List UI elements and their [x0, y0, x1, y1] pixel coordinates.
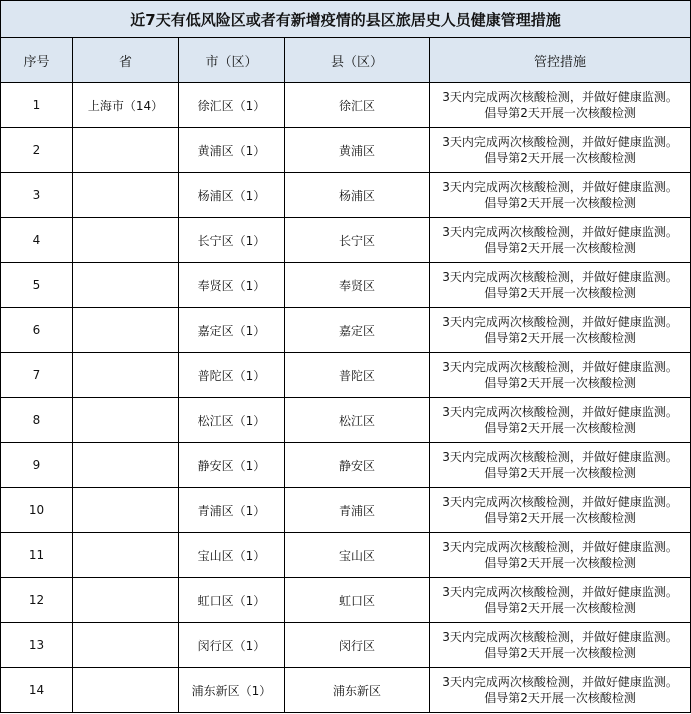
row-city: 徐汇区（1）	[179, 83, 285, 128]
row-measure	[430, 488, 691, 533]
row-province	[73, 353, 179, 398]
row-no: 11	[1, 533, 73, 578]
header-row	[1, 38, 691, 83]
row-no: 12	[1, 578, 73, 623]
row-city: 嘉定区（1）	[179, 308, 285, 353]
row-measure	[430, 443, 691, 488]
measure-line-2: 倡导第2天开展一次核酸检测	[484, 511, 636, 525]
row-measure	[430, 533, 691, 578]
row-province	[73, 173, 179, 218]
measure-line-1: 3天内完成两次核酸检测，并做好健康监测。	[442, 540, 678, 554]
title-row	[1, 1, 691, 38]
measure-line-1: 3天内完成两次核酸检测，并做好健康监测。	[442, 495, 678, 509]
row-city: 青浦区（1）	[179, 488, 285, 533]
header-no: 序号	[1, 38, 73, 83]
measure-line-2: 倡导第2天开展一次核酸检测	[484, 286, 636, 300]
measure-line-1: 3天内完成两次核酸检测，并做好健康监测。	[442, 675, 678, 689]
table-row	[1, 398, 691, 443]
measure-line-1: 3天内完成两次核酸检测，并做好健康监测。	[442, 360, 678, 374]
row-city: 杨浦区（1）	[179, 173, 285, 218]
table-row	[1, 668, 691, 713]
header-city: 市（区）	[179, 38, 285, 83]
measure-line-2: 倡导第2天开展一次核酸检测	[484, 691, 636, 705]
measure-line-1: 3天内完成两次核酸检测，并做好健康监测。	[442, 90, 678, 104]
row-city: 宝山区（1）	[179, 533, 285, 578]
row-city: 黄浦区（1）	[179, 128, 285, 173]
measure-line-2: 倡导第2天开展一次核酸检测	[484, 151, 636, 165]
row-county: 奉贤区	[285, 263, 430, 308]
row-measure	[430, 668, 691, 713]
row-measure	[430, 398, 691, 443]
table-row	[1, 308, 691, 353]
row-province	[73, 443, 179, 488]
header-measures: 管控措施	[430, 38, 691, 83]
row-measure	[430, 308, 691, 353]
row-city: 长宁区（1）	[179, 218, 285, 263]
row-no: 13	[1, 623, 73, 668]
row-measure	[430, 578, 691, 623]
row-city: 松江区（1）	[179, 398, 285, 443]
table-row	[1, 533, 691, 578]
row-no: 6	[1, 308, 73, 353]
row-city: 虹口区（1）	[179, 578, 285, 623]
row-county: 长宁区	[285, 218, 430, 263]
table-row	[1, 488, 691, 533]
measure-line-2: 倡导第2天开展一次核酸检测	[484, 556, 636, 570]
measure-line-1: 3天内完成两次核酸检测，并做好健康监测。	[442, 225, 678, 239]
measure-line-2: 倡导第2天开展一次核酸检测	[484, 376, 636, 390]
row-city: 浦东新区（1）	[179, 668, 285, 713]
row-province	[73, 218, 179, 263]
measure-line-1: 3天内完成两次核酸检测，并做好健康监测。	[442, 315, 678, 329]
row-county: 嘉定区	[285, 308, 430, 353]
row-no: 7	[1, 353, 73, 398]
row-no: 8	[1, 398, 73, 443]
row-city: 静安区（1）	[179, 443, 285, 488]
row-measure	[430, 263, 691, 308]
row-province	[73, 488, 179, 533]
measure-line-1: 3天内完成两次核酸检测，并做好健康监测。	[442, 405, 678, 419]
measure-line-2: 倡导第2天开展一次核酸检测	[484, 241, 636, 255]
row-county: 虹口区	[285, 578, 430, 623]
table-row	[1, 578, 691, 623]
row-no: 9	[1, 443, 73, 488]
table-row	[1, 218, 691, 263]
table-row	[1, 173, 691, 218]
row-no: 1	[1, 83, 73, 128]
row-no: 4	[1, 218, 73, 263]
table-title: 近7天有低风险区或者有新增疫情的县区旅居史人员健康管理措施	[1, 1, 691, 38]
row-province	[73, 263, 179, 308]
row-measure	[430, 128, 691, 173]
row-county: 浦东新区	[285, 668, 430, 713]
row-no: 10	[1, 488, 73, 533]
measure-line-1: 3天内完成两次核酸检测，并做好健康监测。	[442, 585, 678, 599]
measure-line-2: 倡导第2天开展一次核酸检测	[484, 421, 636, 435]
row-no: 14	[1, 668, 73, 713]
measure-line-1: 3天内完成两次核酸检测，并做好健康监测。	[442, 630, 678, 644]
row-county: 徐汇区	[285, 83, 430, 128]
row-province	[73, 128, 179, 173]
row-measure	[430, 173, 691, 218]
row-province	[73, 623, 179, 668]
table-row	[1, 623, 691, 668]
row-province	[73, 398, 179, 443]
measure-line-2: 倡导第2天开展一次核酸检测	[484, 196, 636, 210]
row-measure	[430, 353, 691, 398]
row-measure	[430, 83, 691, 128]
row-no: 5	[1, 263, 73, 308]
row-county: 闵行区	[285, 623, 430, 668]
row-measure	[430, 623, 691, 668]
row-province	[73, 308, 179, 353]
row-county: 普陀区	[285, 353, 430, 398]
measure-line-1: 3天内完成两次核酸检测，并做好健康监测。	[442, 180, 678, 194]
row-province: 上海市（14）	[73, 83, 179, 128]
table-row	[1, 443, 691, 488]
row-county: 松江区	[285, 398, 430, 443]
row-no: 2	[1, 128, 73, 173]
measure-line-2: 倡导第2天开展一次核酸检测	[484, 106, 636, 120]
header-province: 省	[73, 38, 179, 83]
measure-line-2: 倡导第2天开展一次核酸检测	[484, 466, 636, 480]
measure-line-1: 3天内完成两次核酸检测，并做好健康监测。	[442, 450, 678, 464]
row-county: 静安区	[285, 443, 430, 488]
table-row	[1, 353, 691, 398]
row-province	[73, 533, 179, 578]
measure-line-2: 倡导第2天开展一次核酸检测	[484, 331, 636, 345]
row-city: 闵行区（1）	[179, 623, 285, 668]
row-county: 杨浦区	[285, 173, 430, 218]
row-measure	[430, 218, 691, 263]
header-county: 县（区）	[285, 38, 430, 83]
row-county: 黄浦区	[285, 128, 430, 173]
row-province	[73, 578, 179, 623]
table-body	[1, 83, 691, 713]
measure-line-2: 倡导第2天开展一次核酸检测	[484, 601, 636, 615]
measure-line-2: 倡导第2天开展一次核酸检测	[484, 646, 636, 660]
measure-line-1: 3天内完成两次核酸检测，并做好健康监测。	[442, 270, 678, 284]
row-county: 宝山区	[285, 533, 430, 578]
table-row	[1, 263, 691, 308]
row-county: 青浦区	[285, 488, 430, 533]
table-row	[1, 83, 691, 128]
measure-line-1: 3天内完成两次核酸检测，并做好健康监测。	[442, 135, 678, 149]
row-province	[73, 668, 179, 713]
row-city: 奉贤区（1）	[179, 263, 285, 308]
table-row	[1, 128, 691, 173]
row-city: 普陀区（1）	[179, 353, 285, 398]
row-no: 3	[1, 173, 73, 218]
